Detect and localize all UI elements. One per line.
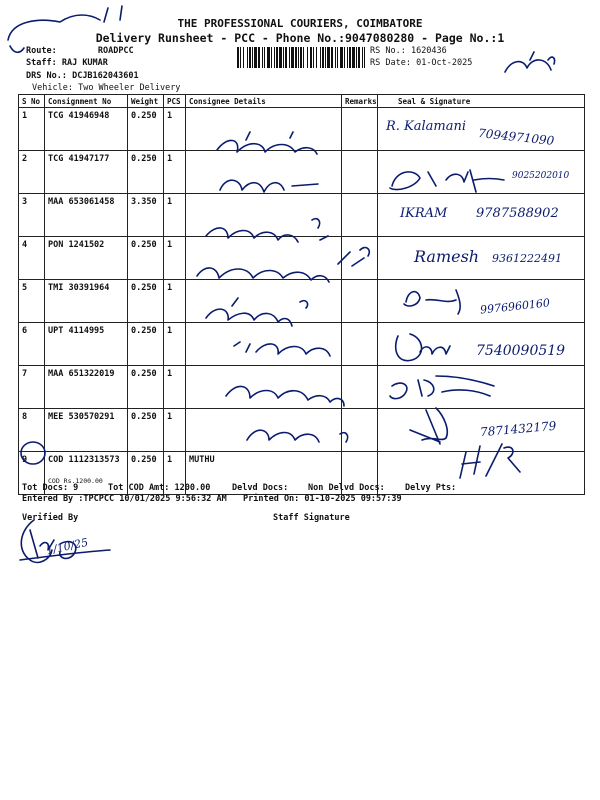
barcode-bar xyxy=(310,47,312,68)
barcode-bar xyxy=(252,47,253,68)
vehicle-value: Two Wheeler Delivery xyxy=(78,83,181,93)
rs-date-line xyxy=(370,58,472,68)
hw-name-1: R. Kalamani xyxy=(386,119,467,134)
barcode-bar xyxy=(271,47,272,68)
col-weight: Weight xyxy=(128,95,164,108)
row-consignee xyxy=(186,366,342,409)
staff-signature: Staff Signature xyxy=(273,513,350,523)
barcode-bar xyxy=(344,47,345,68)
row-weight: 0.250 xyxy=(128,366,164,409)
row-remarks xyxy=(342,151,378,194)
barcode-bar xyxy=(258,47,260,68)
barcode-bar xyxy=(289,47,290,68)
row-consignment: UPT 4114995 xyxy=(45,323,128,366)
barcode-bar xyxy=(340,47,343,68)
row-sno: 7 xyxy=(19,366,45,409)
barcode-bar xyxy=(267,47,270,68)
non-delvd-docs: Non Delvd Docs: xyxy=(308,483,385,493)
row-pcs: 1 xyxy=(164,280,186,323)
row-weight: 0.250 xyxy=(128,237,164,280)
barcode-bar xyxy=(322,47,324,68)
staff-line xyxy=(26,58,108,68)
row-consignee: MUTHU xyxy=(186,452,342,495)
barcode-bar xyxy=(264,47,265,68)
row-pcs: 1 xyxy=(164,237,186,280)
col-pcs: PCS xyxy=(164,95,186,108)
col-seal-signature: Seal & Signature xyxy=(378,95,585,108)
tot-cod-amt: Tot COD Amt: 1200.00 xyxy=(108,483,211,493)
barcode-bar xyxy=(249,47,251,68)
barcode-bar xyxy=(240,47,241,68)
runsheet-subtitle: Delivery Runsheet - PCC - Phone No.:9047080280 - Page No.:1 xyxy=(95,31,505,45)
hw-phone-8: 7871432179 xyxy=(479,418,557,440)
table-header-row xyxy=(19,95,585,108)
col-consignee: Consignee Details xyxy=(186,95,342,108)
barcode-bar xyxy=(247,47,248,68)
barcode-bar xyxy=(313,47,314,68)
verified-by: Verified By xyxy=(22,513,79,523)
barcode-bar xyxy=(279,47,282,68)
row-weight: 0.250 xyxy=(128,280,164,323)
route-value: ROADPCC xyxy=(97,46,134,56)
table-row xyxy=(19,452,585,495)
company-title: THE PROFESSIONAL COURIERS, COIMBATORE xyxy=(177,17,423,30)
row-remarks xyxy=(342,194,378,237)
row-remarks xyxy=(342,108,378,151)
hw-name-3: IKRAM xyxy=(400,206,448,221)
rs-no-value: 1620436 xyxy=(410,46,447,56)
row-remarks xyxy=(342,237,378,280)
row-consignment: TCG 41947177 xyxy=(45,151,128,194)
staff-label: Staff: xyxy=(26,58,57,68)
route-label: Route: xyxy=(26,46,57,56)
row-sno: 8 xyxy=(19,409,45,452)
top-right-scrawl xyxy=(505,52,555,72)
barcode-bar xyxy=(303,47,304,68)
barcode-bar xyxy=(356,47,357,68)
barcode-bar xyxy=(254,47,257,68)
row-consignee xyxy=(186,151,342,194)
col-sno: S No xyxy=(19,95,45,108)
barcode-bar xyxy=(335,47,336,68)
staff-value: RAJ KUMAR xyxy=(61,58,108,68)
row-signature xyxy=(378,366,585,409)
row-pcs: 1 xyxy=(164,366,186,409)
row-weight: 0.250 xyxy=(128,323,164,366)
table-row xyxy=(19,151,585,194)
row-remarks xyxy=(342,409,378,452)
row-consignment: MAA 651322019 xyxy=(45,366,128,409)
row-weight: 3.350 xyxy=(128,194,164,237)
hw-phone-6: 7540090519 xyxy=(476,343,566,359)
rs-no-label: RS No.: xyxy=(370,46,406,56)
barcode-bar xyxy=(300,47,302,68)
delvd-docs: Delvd Docs: xyxy=(232,483,289,493)
entered-by: Entered By :TPCPCC 10/01/2025 9:56:32 AM xyxy=(22,494,227,504)
row-sno: 6 xyxy=(19,323,45,366)
barcode-bar xyxy=(316,47,317,68)
barcode xyxy=(237,47,365,68)
row-sno: 4 xyxy=(19,237,45,280)
rs-date-label: RS Date: xyxy=(370,58,411,68)
barcode-bar xyxy=(325,47,326,68)
row-consignment: TMI 30391964 xyxy=(45,280,128,323)
row-sno-value: 9 xyxy=(22,455,28,465)
row-consignee xyxy=(186,280,342,323)
barcode-bar xyxy=(276,47,278,68)
rs-date-value: 01-Oct-2025 xyxy=(416,58,473,68)
row-pcs: 1 xyxy=(164,409,186,452)
barcode-bar xyxy=(362,47,363,68)
row-consignment: PON 1241502 xyxy=(45,237,128,280)
vehicle-label: Vehicle: xyxy=(32,83,73,93)
barcode-bar xyxy=(320,47,321,68)
barcode-bar xyxy=(349,47,351,68)
barcode-bar xyxy=(347,47,348,68)
col-consignment: Consignment No xyxy=(45,95,128,108)
row-consignee xyxy=(186,323,342,366)
row-remarks xyxy=(342,366,378,409)
barcode-bar xyxy=(285,47,287,68)
row-remarks xyxy=(342,323,378,366)
hw-verified-date: 1/10/25 xyxy=(45,535,90,558)
hw-phone-3: 9787588902 xyxy=(476,206,559,221)
row-pcs: 1 xyxy=(164,108,186,151)
drs-value: DCJB162043601 xyxy=(72,71,139,81)
row-consignee xyxy=(186,409,342,452)
rs-no-line xyxy=(370,46,447,56)
row-pcs: 1 xyxy=(164,323,186,366)
col-remarks: Remarks xyxy=(342,95,378,108)
row-consignee xyxy=(186,237,342,280)
printed-on: Printed On: 01-10-2025 09:57:39 xyxy=(243,494,402,504)
drs-label: DRS No.: xyxy=(26,71,67,81)
cod-note: COD Rs.1200.00 xyxy=(48,477,103,485)
barcode-bar xyxy=(237,47,239,68)
barcode-bar xyxy=(364,47,365,68)
row-weight: 0.250 xyxy=(128,452,164,495)
row-sno: 3 xyxy=(19,194,45,237)
barcode-bar xyxy=(295,47,297,68)
row-consignee xyxy=(186,108,342,151)
table-row xyxy=(19,366,585,409)
route-line xyxy=(26,46,134,56)
barcode-bar xyxy=(274,47,275,68)
barcode-bar xyxy=(243,47,244,68)
row-consignment: MAA 653061458 xyxy=(45,194,128,237)
barcode-bar xyxy=(298,47,299,68)
barcode-bar xyxy=(331,47,333,68)
barcode-bar xyxy=(337,47,338,68)
barcode-bar xyxy=(262,47,263,68)
row-weight: 0.250 xyxy=(128,108,164,151)
row-consignment: MEE 530570291 xyxy=(45,409,128,452)
tot-docs: Tot Docs: 9 xyxy=(22,483,79,493)
row-consignee xyxy=(186,194,342,237)
barcode-bar xyxy=(291,47,294,68)
row-sno: 5 xyxy=(19,280,45,323)
row-remarks xyxy=(342,280,378,323)
barcode-bar xyxy=(352,47,355,68)
row-consignment: TCG 41946948 xyxy=(45,108,128,151)
hw-phone-4: 9361222491 xyxy=(492,252,562,265)
delvy-pts: Delvy Pts: xyxy=(405,483,457,493)
barcode-bar xyxy=(283,47,284,68)
row-pcs: 1 xyxy=(164,452,186,495)
row-consignment-value: COD 1112313573 xyxy=(48,455,120,465)
row-sno: 2 xyxy=(19,151,45,194)
row-pcs: 1 xyxy=(164,194,186,237)
barcode-bar xyxy=(327,47,330,68)
row-pcs: 1 xyxy=(164,151,186,194)
hw-name-4: Ramesh xyxy=(414,247,480,266)
barcode-bar xyxy=(358,47,360,68)
drs-line xyxy=(26,71,139,81)
vehicle-line xyxy=(32,83,180,93)
row-weight: 0.250 xyxy=(128,151,164,194)
hw-phone-1: 7094971090 xyxy=(477,126,555,148)
hw-phone-2: 9025202010 xyxy=(512,171,570,181)
barcode-bar xyxy=(307,47,308,68)
row-sno: 1 xyxy=(19,108,45,151)
hw-phone-5: 9976960160 xyxy=(479,296,551,317)
row-weight: 0.250 xyxy=(128,409,164,452)
